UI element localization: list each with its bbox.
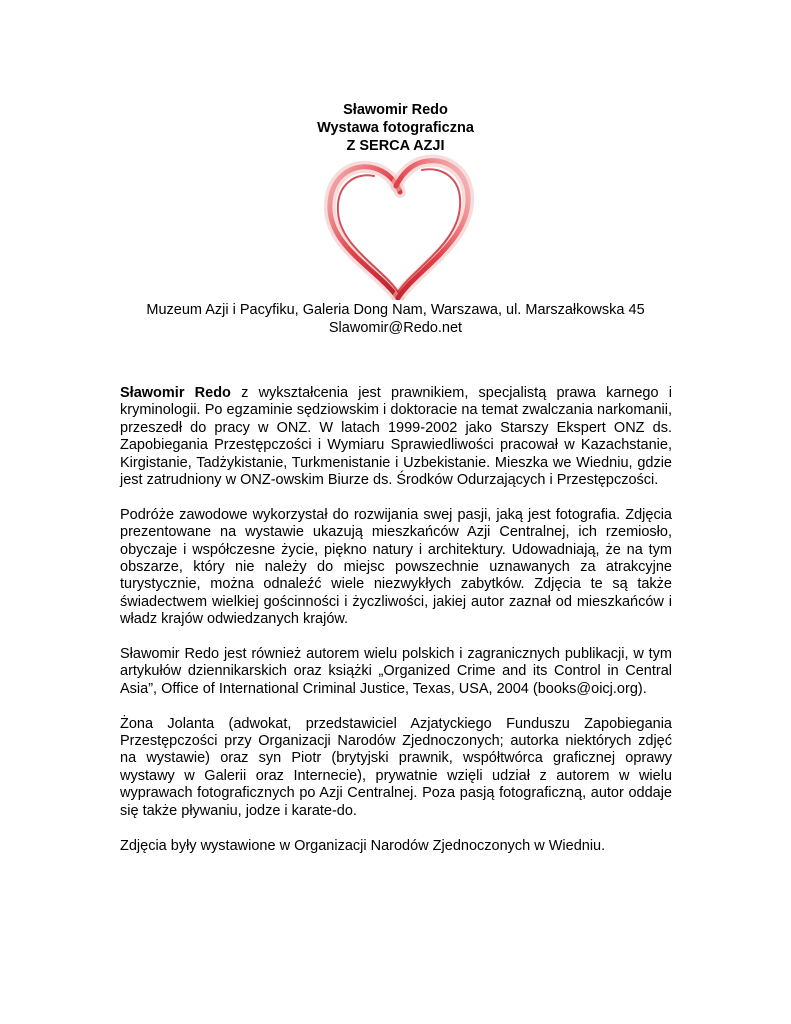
paragraph-family: Żona Jolanta (adwokat, przedstawiciel Azjatyckiego Funduszu Zapobiegania Przestępczości przy Organizacji Narodów Zjednoczonych; autorka niektórych zdjęć na wystawie) oraz syn Piotr (brytyjski prawnik, współtwórca graficznej oprawy wystawy w Galerii oraz Internecie), prywatnie wzięli udział z autorem w wielu wyprawach fotograficznych po Azji Centralnej. Poza pasją fotograficzną, autor oddaje się także pływaniu, jodze i karate-do.: [120, 715, 672, 819]
document-header: [0, 101, 791, 155]
contact-email: Slawomir@Redo.net: [328, 320, 463, 336]
document-body: [120, 385, 672, 872]
paragraph-travels: Podróże zawodowe wykorzystał do rozwijania swej pasji, jaką jest fotografia. Zdjęcia prezentowane na wystawie ukazują mieszkańców Azji Centralnej, ich rzemiosło, obyczaje i współczesne życie, piękno natury i architektury. Udowadniają, że na tym obszarze, który nie należy do miejsc powszechnie uznawanych za atrakcyjne turystycznie, można odnaleźć wiele niezwykłych zabytków. Zdjęcia te są także świadectwem wielkiej gościnności i życzliwości, jakiej autor zaznał od mieszkańców i władz krajów odwiedzanych krajów.: [120, 506, 672, 628]
author-name: Sławomir Redo: [343, 102, 448, 118]
venue-block: [0, 301, 791, 337]
biography-text: z wykształcenia jest prawnikiem, specjalistą prawa karnego i kryminologii. Po egzaminie sędziowskim i doktoracie na temat zwalczania narkomanii, przeszedł do pracy w ONZ. W latach 1999-2002 jako Starszy Ekspert ONZ ds. Zapobiegania Przestępczości i Wymiaru Sprawiedliwości pracował w Kazachstanie, Kirgistanie, Tadżykistanie, Turkmenistanie i Uzbekistanie. Mieszka we Wiedniu, gdzie jest zatrudniony w ONZ-owskim Biurze ds. Środków Odurzających i Przestępczości.: [120, 385, 672, 489]
paragraph-biography: [120, 385, 672, 489]
exhibition-title: Z SERCA AZJI: [346, 138, 445, 154]
venue-address: Muzeum Azji i Pacyfiku, Galeria Dong Nam, Warszawa, ul. Marszałkowska 45: [146, 302, 645, 318]
paragraph-publications: Sławomir Redo jest również autorem wielu polskich i zagranicznych publikacji, w tym artykułów dziennikarskich oraz książki „Organized Crime and its Control in Central Asia”, Office of International Criminal Justice, Texas, USA, 2004 (books@oicj.org).: [120, 646, 672, 697]
exhibition-subtitle: Wystawa fotograficzna: [317, 120, 474, 136]
heart-icon: [318, 152, 478, 300]
author-name-bold: Sławomir Redo: [120, 385, 231, 401]
paragraph-exhibited: Zdjęcia były wystawione w Organizacji Narodów Zjednoczonych w Wiedniu.: [120, 837, 606, 854]
